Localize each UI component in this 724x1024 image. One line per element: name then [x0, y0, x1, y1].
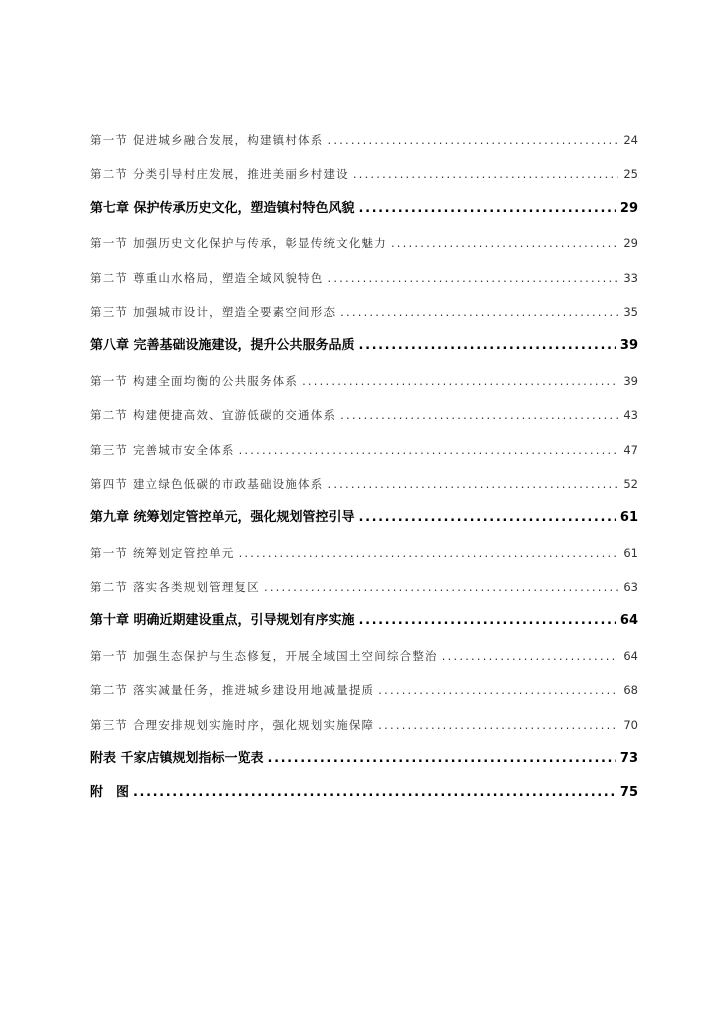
dot-leader — [327, 261, 618, 295]
dot-leader — [359, 329, 616, 363]
dot-leader — [442, 639, 618, 673]
toc-entry[interactable] — [90, 261, 638, 295]
toc-chapter-page: 29 — [619, 200, 638, 216]
toc-entry[interactable] — [90, 157, 638, 191]
toc-appendix-title: 附表 千家店镇规划指标一览表 — [90, 751, 264, 767]
toc-entry-page: 43 — [623, 408, 638, 423]
dot-leader — [239, 433, 618, 467]
toc-entry[interactable] — [90, 570, 638, 604]
toc-entry-title: 第四节 建立绿色低碳的市政基础设施体系 — [90, 476, 324, 491]
toc-appendix-page: 75 — [619, 785, 638, 801]
toc-chapter-title: 第八章 完善基础设施建设，提升公共服务品质 — [90, 338, 355, 354]
dot-leader — [327, 467, 618, 501]
toc-entry-page: 70 — [623, 717, 638, 732]
dot-leader — [340, 295, 618, 329]
dot-leader — [133, 776, 616, 810]
toc-entry[interactable] — [90, 639, 638, 673]
toc-entry[interactable] — [90, 673, 638, 707]
toc-entry-page: 63 — [623, 580, 638, 595]
toc-entry-title: 第二节 尊重山水格局，塑造全域风貌特色 — [90, 270, 324, 285]
toc-entry[interactable] — [90, 708, 638, 742]
toc-appendix-table[interactable] — [90, 742, 638, 776]
toc-chapter[interactable] — [90, 501, 638, 535]
toc-chapter[interactable] — [90, 604, 638, 638]
toc-appendix-figures[interactable] — [90, 776, 638, 810]
toc-appendix-title: 附 图 — [90, 785, 130, 801]
toc-entry[interactable] — [90, 123, 638, 157]
toc-entry-page: 24 — [623, 133, 638, 147]
toc-entry-title: 第一节 统筹划定管控单元 — [90, 545, 235, 560]
toc-entry[interactable] — [90, 536, 638, 570]
toc-chapter-title: 第九章 统筹划定管控单元，强化规划管控引导 — [90, 510, 355, 526]
dot-leader — [264, 570, 618, 604]
toc-chapter-page: 61 — [619, 510, 638, 526]
toc-entry-title: 第三节 加强城市设计，塑造全要素空间形态 — [90, 304, 337, 319]
dot-leader — [359, 192, 616, 226]
toc-entry-title: 第三节 完善城市安全体系 — [90, 442, 235, 457]
toc-entry[interactable] — [90, 398, 638, 432]
toc-chapter-title: 第七章 保护传承历史文化，塑造镇村特色风貌 — [90, 200, 355, 216]
toc-chapter-title: 第十章 明确近期建设重点，引导规划有序实施 — [90, 613, 355, 629]
dot-leader — [239, 536, 618, 570]
toc-entry[interactable] — [90, 364, 638, 398]
toc-entry-title: 第二节 分类引导村庄发展，推进美丽乡村建设 — [90, 167, 349, 182]
toc-entry-page: 47 — [623, 442, 638, 457]
toc-entry-page: 29 — [623, 236, 638, 251]
toc-entry-title: 第二节 构建便捷高效、宜游低碳的交通体系 — [90, 408, 337, 423]
toc-entry-page: 25 — [623, 167, 638, 182]
dot-leader — [268, 742, 616, 776]
toc-entry[interactable] — [90, 295, 638, 329]
toc-entry-page: 35 — [623, 304, 638, 319]
toc-entry-title: 第一节 加强历史文化保护与传承，彰显传统文化魅力 — [90, 236, 387, 251]
dot-leader — [378, 708, 618, 742]
toc-entry-title: 第二节 落实各类规划管理复区 — [90, 580, 260, 595]
toc-entry[interactable] — [90, 467, 638, 501]
table-of-contents — [90, 123, 638, 811]
toc-entry-title: 第一节 促进城乡融合发展，构建镇村体系 — [90, 133, 324, 147]
toc-entry-title: 第三节 合理安排规划实施时序，强化规划实施保障 — [90, 717, 375, 732]
toc-appendix-page: 73 — [619, 751, 638, 767]
dot-leader — [340, 398, 618, 432]
dot-leader — [359, 501, 616, 535]
toc-entry-page: 33 — [623, 270, 638, 285]
toc-entry-page: 39 — [623, 373, 638, 388]
dot-leader — [353, 157, 618, 191]
toc-chapter[interactable] — [90, 329, 638, 363]
toc-entry-page: 61 — [623, 545, 638, 560]
toc-entry-title: 第一节 加强生态保护与生态修复，开展全域国土空间综合整治 — [90, 648, 438, 663]
dot-leader — [359, 604, 616, 638]
toc-entry[interactable] — [90, 226, 638, 260]
dot-leader — [391, 226, 618, 260]
dot-leader — [378, 673, 618, 707]
dot-leader — [327, 123, 618, 157]
toc-entry-page: 68 — [623, 683, 638, 698]
dot-leader — [302, 364, 618, 398]
toc-chapter-page: 64 — [619, 613, 638, 629]
toc-entry-title: 第一节 构建全面均衡的公共服务体系 — [90, 373, 299, 388]
toc-entry[interactable] — [90, 433, 638, 467]
toc-entry-page: 64 — [623, 648, 638, 663]
toc-chapter[interactable] — [90, 192, 638, 226]
toc-chapter-page: 39 — [619, 338, 638, 354]
toc-entry-title: 第二节 落实减量任务，推进城乡建设用地减量提质 — [90, 683, 375, 698]
toc-entry-page: 52 — [623, 476, 638, 491]
